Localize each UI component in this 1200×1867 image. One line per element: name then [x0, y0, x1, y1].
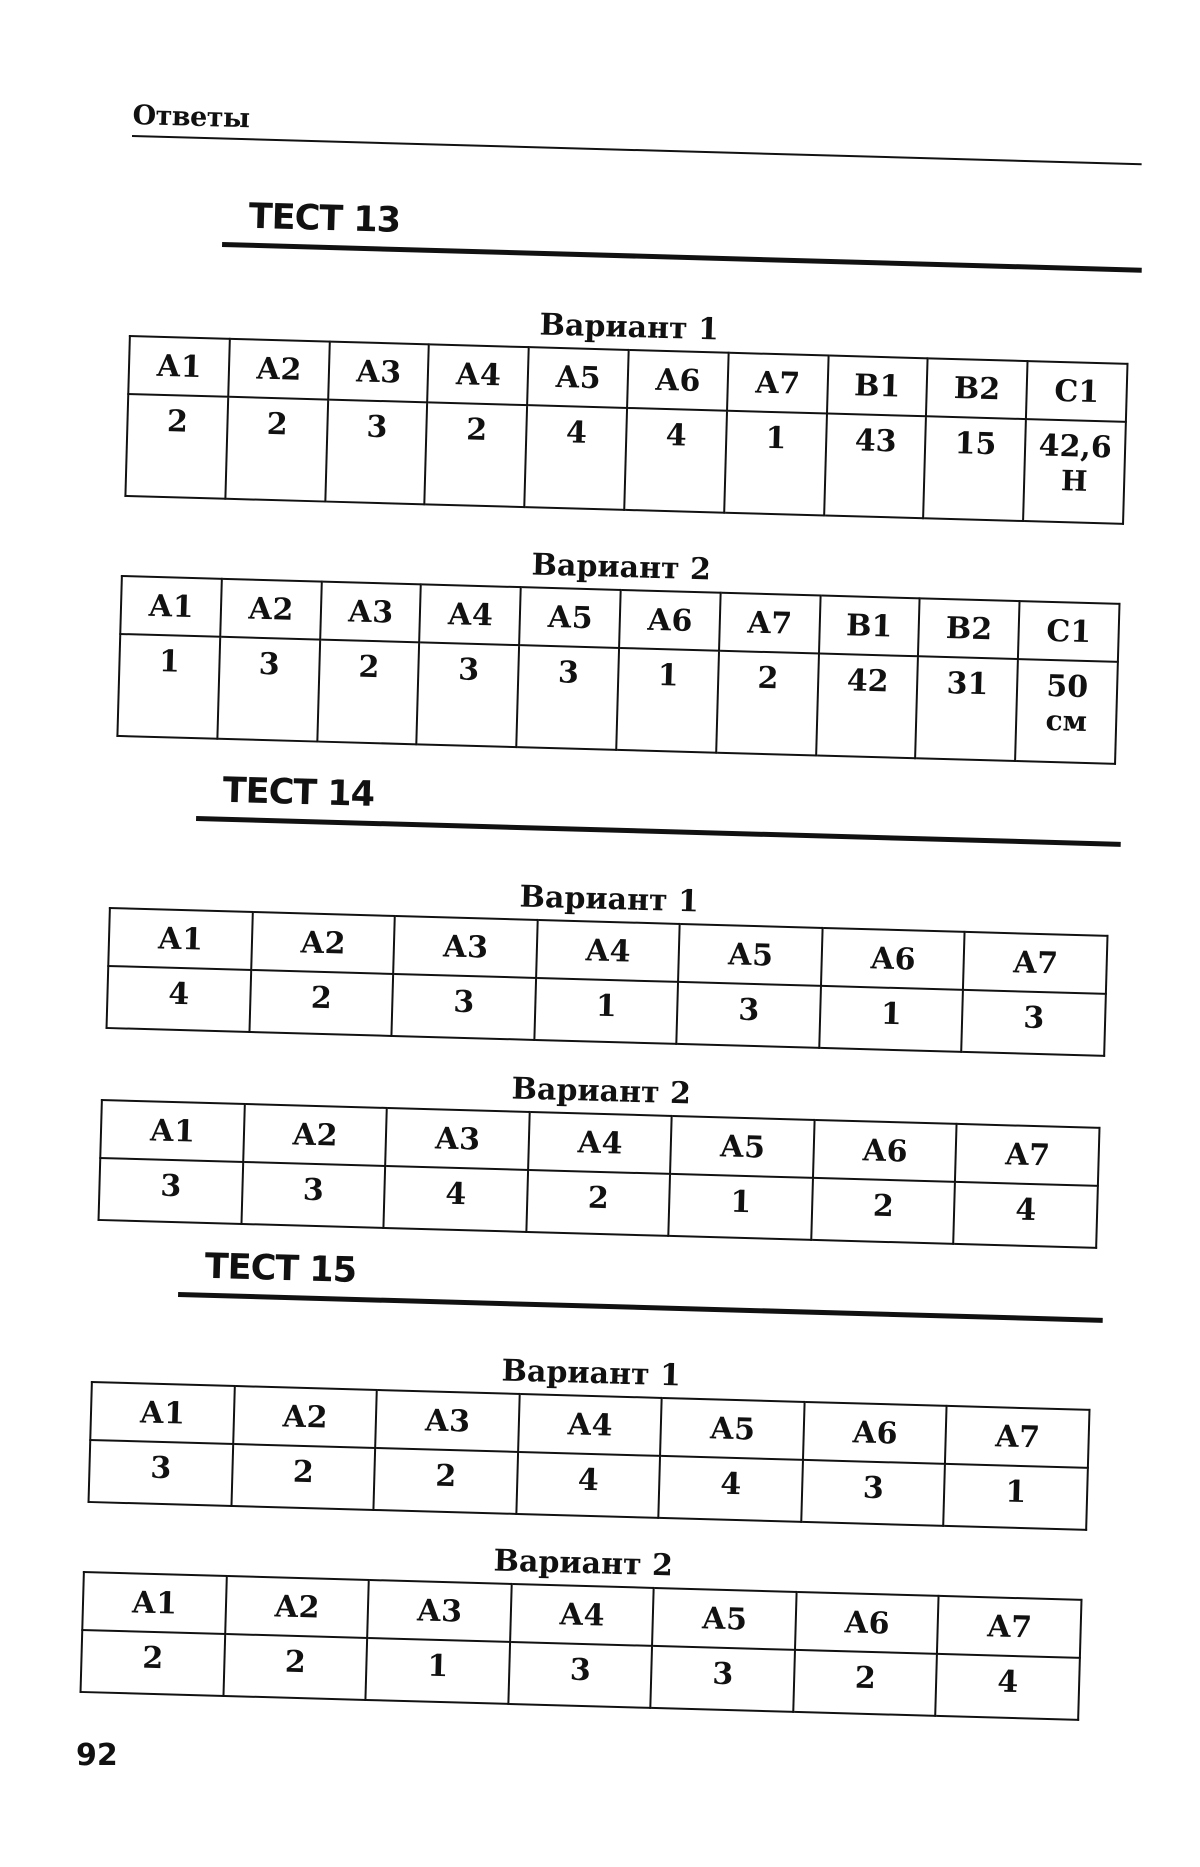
test-title: ТЕСТ 15 — [178, 1246, 1104, 1323]
answer-cell: 2 — [225, 397, 328, 502]
answer-cell: 4 — [516, 1452, 660, 1518]
question-header: А6 — [627, 350, 728, 411]
answer-cell: 1 — [944, 1464, 1088, 1530]
question-header: В1 — [819, 596, 920, 657]
question-header: А3 — [367, 1580, 511, 1642]
question-header: А2 — [251, 912, 395, 974]
answer-cell: 4 — [624, 408, 727, 513]
answer-cell: 3 — [801, 1460, 945, 1526]
variant-title: Вариант 2 — [511, 1071, 692, 1112]
variant-title: Вариант 2 — [493, 1543, 674, 1584]
question-header: А1 — [120, 576, 221, 637]
test-14-heading-block — [196, 770, 1121, 821]
question-header: А4 — [518, 1394, 662, 1456]
question-header: А5 — [519, 587, 620, 648]
c1-value: 50 — [1045, 668, 1089, 706]
question-header: А7 — [719, 593, 820, 654]
answer-cell: 4 — [524, 405, 627, 510]
answer-cell: 43 — [824, 413, 927, 518]
test-13-variant-1 — [130, 290, 1130, 497]
answer-cell: 42 — [816, 653, 919, 758]
question-header: А7 — [945, 1406, 1089, 1468]
question-header: А2 — [225, 1576, 369, 1638]
answer-cell: 2 — [716, 651, 819, 756]
question-header: А1 — [128, 336, 229, 397]
answer-table — [88, 1381, 1091, 1531]
answer-cell: 2 — [249, 970, 393, 1036]
answer-cell: 3 — [217, 637, 320, 742]
question-header: А2 — [233, 1386, 377, 1448]
question-header: А4 — [510, 1584, 654, 1646]
test-15-variant-1 — [92, 1336, 1092, 1511]
question-header: А1 — [82, 1572, 226, 1634]
question-header: В1 — [827, 356, 928, 417]
answer-cell: 2 — [811, 1178, 955, 1244]
answer-cell: 1 — [534, 978, 678, 1044]
question-header: А1 — [90, 1382, 234, 1444]
answer-cell: 3 — [508, 1642, 652, 1708]
answer-cell: 3 — [89, 1440, 233, 1506]
test-13-variant-2 — [122, 530, 1122, 737]
answer-cell: 2 — [223, 1634, 367, 1700]
page-number: 92 — [76, 1738, 118, 1773]
c1-value: 42,6 — [1038, 428, 1113, 466]
test-13-heading-block — [222, 196, 1142, 247]
answer-table — [116, 575, 1120, 765]
question-header: А4 — [528, 1112, 672, 1174]
answer-cell: 2 — [231, 1444, 375, 1510]
question-header: А6 — [619, 590, 720, 651]
question-header: А4 — [536, 920, 680, 982]
answer-cell: 1 — [669, 1174, 813, 1240]
question-header: А6 — [813, 1120, 957, 1182]
answer-cell: 2 — [81, 1630, 225, 1696]
question-header: А1 — [100, 1100, 244, 1162]
question-header: С1 — [1026, 361, 1127, 422]
question-header: А5 — [652, 1588, 796, 1650]
answer-cell: 3 — [241, 1162, 385, 1228]
test-14-variant-2 — [102, 1054, 1102, 1229]
running-head: Ответы — [132, 100, 1143, 165]
variant-title: Вариант 1 — [539, 307, 720, 348]
question-header: А2 — [228, 339, 329, 400]
question-header: С1 — [1018, 601, 1119, 662]
answer-cell-c1 — [1023, 419, 1126, 524]
answer-cell: 3 — [516, 645, 619, 750]
answer-cell: 15 — [923, 416, 1026, 521]
answer-cell: 4 — [659, 1456, 803, 1522]
question-header: А5 — [670, 1116, 814, 1178]
answer-table — [106, 907, 1109, 1057]
question-header: А5 — [660, 1398, 804, 1460]
answer-cell: 4 — [936, 1654, 1080, 1720]
variant-title: Вариант 1 — [501, 1353, 682, 1394]
answer-cell: 1 — [117, 634, 220, 739]
question-header: А6 — [803, 1402, 947, 1464]
question-header: В2 — [918, 598, 1019, 659]
answer-cell: 3 — [962, 990, 1106, 1056]
answer-cell: 3 — [392, 974, 536, 1040]
answer-cell: 3 — [325, 400, 428, 505]
question-header: А6 — [795, 1592, 939, 1654]
answer-cell: 2 — [425, 402, 528, 507]
answer-cell: 4 — [384, 1166, 528, 1232]
variant-title: Вариант 1 — [519, 879, 700, 920]
answer-cell: 2 — [793, 1650, 937, 1716]
test-15-variant-2 — [84, 1526, 1084, 1701]
question-header: А3 — [320, 582, 421, 643]
question-header: А3 — [393, 916, 537, 978]
answer-cell: 3 — [99, 1158, 243, 1224]
test-title: ТЕСТ 14 — [196, 770, 1122, 847]
answer-cell: 3 — [677, 982, 821, 1048]
question-header: А5 — [527, 347, 628, 408]
test-15-heading-block — [178, 1246, 1103, 1297]
question-header: А3 — [385, 1108, 529, 1170]
answer-table — [98, 1099, 1101, 1249]
question-header: А2 — [220, 579, 321, 640]
answer-table — [124, 335, 1128, 525]
answer-cell: 1 — [366, 1638, 510, 1704]
question-header: А2 — [243, 1104, 387, 1166]
c1-unit: см — [1045, 703, 1088, 739]
answer-cell-c1 — [1015, 659, 1118, 764]
question-header: А7 — [937, 1596, 1081, 1658]
answer-cell: 4 — [954, 1182, 1098, 1248]
answer-cell: 1 — [819, 986, 963, 1052]
test-14-variant-1 — [110, 862, 1110, 1037]
question-header: В2 — [926, 358, 1027, 419]
question-header: А4 — [428, 344, 529, 405]
question-header: А3 — [328, 342, 429, 403]
answer-cell: 1 — [724, 411, 827, 516]
answer-cell: 2 — [374, 1448, 518, 1514]
variant-title: Вариант 2 — [531, 547, 712, 588]
answer-cell: 31 — [915, 656, 1018, 761]
question-header: А7 — [963, 932, 1107, 994]
question-header: А5 — [678, 924, 822, 986]
question-header: А3 — [375, 1390, 519, 1452]
question-header: А7 — [727, 353, 828, 414]
c1-unit: Н — [1060, 464, 1088, 498]
answer-cell: 2 — [526, 1170, 670, 1236]
answer-cell: 1 — [616, 648, 719, 753]
question-header: А1 — [108, 908, 252, 970]
answer-cell: 2 — [125, 394, 228, 499]
question-header: А4 — [420, 584, 521, 645]
answer-table — [80, 1571, 1083, 1721]
question-header: А7 — [955, 1124, 1099, 1186]
answer-cell: 3 — [417, 642, 520, 747]
test-title: ТЕСТ 13 — [222, 196, 1143, 273]
answer-cell: 2 — [317, 640, 420, 745]
question-header: А6 — [821, 928, 965, 990]
answer-cell: 3 — [651, 1646, 795, 1712]
answer-cell: 4 — [107, 966, 251, 1032]
